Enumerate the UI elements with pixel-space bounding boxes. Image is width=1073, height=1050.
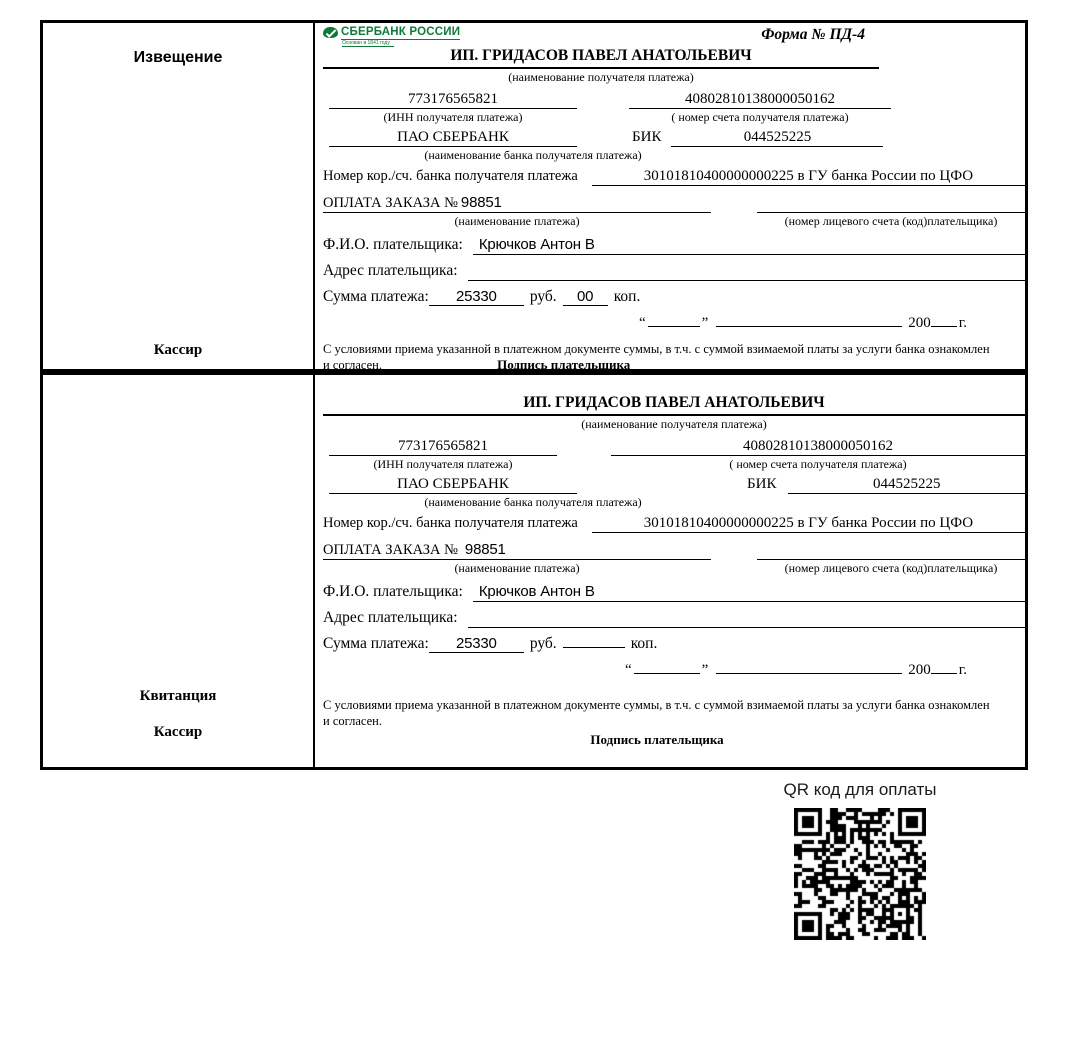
receipt-title: Квитанция [139,688,217,704]
close-quote: ” [701,662,709,678]
kop-label: коп. [613,287,641,305]
bik-field: 044525225 [788,476,1025,494]
bank-name-label-row [323,147,1025,163]
signature-label: Подпись плательщика [497,356,631,372]
personal-account-field [757,198,1025,213]
kop-label: коп. [630,635,658,652]
amount-row [323,288,1025,307]
personal-account-label: (номер лицевого счета (код)плательщика) [784,561,998,575]
payment-name-label: (наименование платежа) [454,561,580,575]
account-field: 40802810138000050162 [629,91,891,109]
agreement-text: С условиями приема указанной в платежном документе суммы, в т.ч. с суммой взимаемой платы за услуги банка ознакомлен и согласен. [323,341,990,372]
rub-label: руб. [529,287,557,305]
sberbank-logo-tagline: Основан в 1841 году [342,40,394,47]
korr-account-row [323,515,1025,533]
payment-purpose-row [323,541,1025,560]
signature-label: Подпись плательщика [590,731,724,747]
korr-field: 30101810400000000225 в ГУ банка России по ЦФО [592,168,1025,186]
order-number: 98851 [464,541,506,558]
bik-label: БИК [747,476,777,492]
inn-field: 773176565821 [329,438,557,456]
inn-field: 773176565821 [329,91,577,109]
sberbank-logo-icon [323,27,338,38]
bank-name-field: ПАО СБЕРБАНК [329,476,577,494]
amount-label: Сумма платежа: [323,635,429,652]
qr-code [794,808,926,940]
payer-fio-label: Ф.И.О. плательщика: [323,583,463,600]
receipt-form-body [315,375,1025,767]
year-prefix: 200 [908,662,931,678]
payer-fio-field: Крючков Антон В [473,583,1025,602]
payer-address-row [323,262,1025,281]
rub-label: руб. [529,635,557,652]
bank-name-label-row [323,494,1025,510]
inn-label: (ИНН получателя платежа) [373,457,513,471]
year-suffix: г. [958,314,967,331]
receipt-left-cell [43,375,315,767]
bik-label: БИК [632,128,662,145]
year-prefix: 200 [908,314,931,331]
receipt-section [40,372,1028,770]
payment-purpose-row [323,194,1025,213]
payer-fio-row [323,583,1025,602]
recipient-name-label: (наименование получателя платежа) [508,69,694,84]
personal-account-label: (номер лицевого счета (код)плательщика) [784,213,998,228]
amount-kop-field: 00 [563,288,608,306]
inn-label: (ИНН получателя платежа) [383,109,523,124]
account-field: 40802810138000050162 [611,438,1025,456]
recipient-name: ИП. ГРИДАСОВ ПАВЕЛ АНАТОЛЬЕВИЧ [323,394,1025,416]
form-header-row [323,26,1025,47]
open-quote: “ [638,314,646,331]
sberbank-logo [323,26,473,47]
amount-row [323,635,1025,654]
payment-purpose-labels [323,560,1025,576]
sberbank-logo-top [323,26,473,40]
payer-fio-label: Ф.И.О. плательщика: [323,235,463,253]
open-quote: “ [624,662,632,678]
date-year-field [931,326,957,327]
amount-kop-field [563,647,625,648]
bank-name-label: (наименование банка получателя платежа) [424,147,642,162]
bank-bik-row [323,476,1025,494]
order-label: ОПЛАТА ЗАКАЗА № [323,194,458,211]
date-day-field [634,673,700,674]
cashier-label: Кассир [153,342,203,358]
notice-left-cell [43,23,315,369]
payer-fio-field: Крючков Антон В [473,236,1025,255]
bank-name-field: ПАО СБЕРБАНК [329,129,577,147]
payment-purpose-labels [323,213,1025,229]
korr-label: Номер кор./сч. банка получателя платежа [323,515,578,531]
year-suffix: г. [958,662,967,678]
bank-bik-row [323,129,1025,147]
date-month-field [716,673,902,674]
personal-account-field [757,545,1025,560]
notice-title: Извещение [133,49,223,66]
date-month-field [716,326,902,327]
korr-field: 30101810400000000225 в ГУ банка России по ЦФО [592,515,1025,533]
notice-form-body [315,23,1025,372]
payer-address-field [468,262,1025,281]
recipient-name: ИП. ГРИДАСОВ ПАВЕЛ АНАТОЛЬЕВИЧ [323,47,879,69]
qr-block [760,780,960,940]
recipient-name-block [323,394,1025,432]
inn-account-labels [323,456,1025,472]
order-label: ОПЛАТА ЗАКАЗА № [323,542,458,558]
inn-account-row [323,438,1025,456]
form-number: Форма № ПД-4 [761,26,865,43]
cashier-label: Кассир [153,724,203,740]
order-number: 98851 [460,193,502,211]
amount-rub-field: 25330 [429,288,524,306]
notice-section [40,20,1028,372]
inn-account-labels [323,109,1025,125]
payer-address-field [468,609,1025,628]
payment-purpose-field [323,541,711,560]
qr-label: QR код для оплаты [783,780,937,799]
bank-name-label: (наименование банка получателя платежа) [424,495,642,509]
date-row [323,315,967,332]
inn-account-row [323,91,1025,109]
date-day-field [648,326,700,327]
payer-address-label: Адрес плательщика: [323,609,458,626]
recipient-name-block [323,47,879,85]
date-year-field [931,673,957,674]
amount-label: Сумма платежа: [323,287,429,305]
payment-name-label: (наименование платежа) [454,213,580,228]
agreement-block [323,697,991,730]
agreement-block [323,341,991,374]
account-label: ( номер счета получателя платежа) [671,109,849,124]
amount-rub-field: 25330 [429,635,524,653]
recipient-name-label: (наименование получателя платежа) [581,417,767,431]
agreement-text: С условиями приема указанной в платежном документе суммы, в т.ч. с суммой взимаемой платы за услуги банка ознакомлен и согласен. [323,698,990,729]
payer-address-row [323,609,1025,628]
close-quote: ” [701,314,709,331]
payer-address-label: Адрес плательщика: [323,261,458,279]
bik-field: 044525225 [671,129,883,147]
korr-account-row [323,168,1025,186]
sberbank-logo-name: СБЕРБАНК РОССИИ [341,26,461,38]
account-label: ( номер счета получателя платежа) [729,457,907,471]
payment-purpose-field [323,194,711,213]
payer-fio-row [323,236,1025,255]
korr-label: Номер кор./сч. банка получателя платежа [323,167,578,184]
date-row [323,662,967,679]
